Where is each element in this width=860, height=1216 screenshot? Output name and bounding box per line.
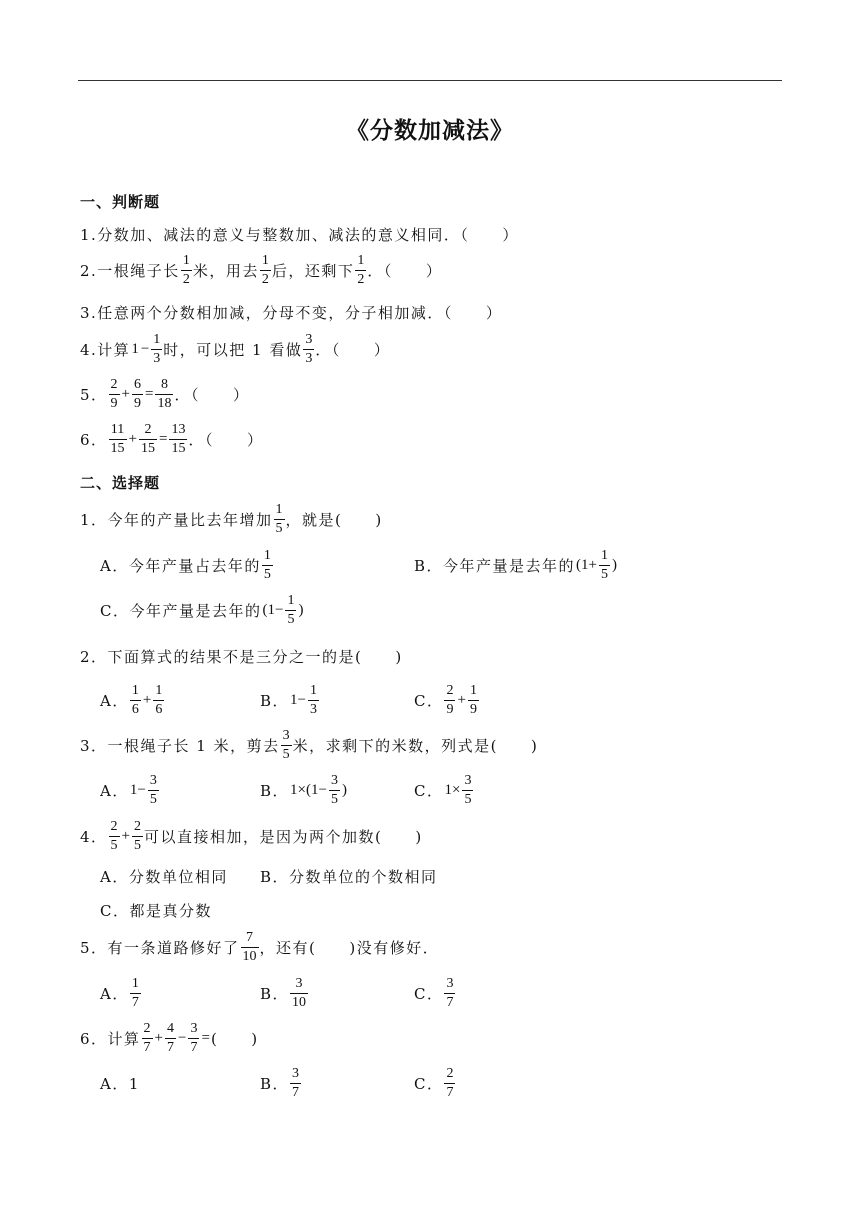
fraction: 1 6	[131, 682, 139, 717]
question-text: ，还有( )没有修好．	[259, 938, 440, 957]
fraction: 3 7	[446, 975, 454, 1010]
fraction: 1 5	[263, 547, 271, 582]
question-text: 可以直接相加，是因为两个加数( )	[144, 827, 423, 846]
option-a: A． 1 7	[100, 975, 139, 1010]
fraction: $\frac{3}{7}$	[190, 1020, 198, 1055]
option-b: B．分数单位的个数相同	[260, 867, 438, 886]
question-text: ，就是( )	[285, 510, 383, 529]
fraction: 3 7	[292, 1065, 300, 1100]
judge-question-6: 6． 11 15 + $\frac{2}{15}$ = $\frac{13}{15}$ ．（ ）	[80, 421, 264, 456]
header-rule	[78, 80, 782, 81]
fraction: 1 2	[357, 252, 365, 287]
question-text: 3．一根绳子长 1 米，剪去	[80, 736, 280, 755]
question-text: 米，用去	[192, 261, 259, 280]
fraction: $\frac{1}{6}$	[155, 682, 163, 717]
section-heading-choice: 二、选择题	[80, 473, 161, 492]
section-heading-judgement: 一、判断题	[80, 192, 161, 211]
answer-paren: ( )	[210, 1029, 259, 1048]
fraction: $\frac{1}{5}$	[287, 592, 295, 627]
answer-paren: ．（ ）	[367, 261, 443, 280]
question-text: 后，还剩下	[271, 261, 355, 280]
option-c: C．都是真分数	[100, 901, 212, 920]
fraction: 1 2	[261, 252, 269, 287]
judge-question-4: 4.计算 1 − $\frac{1}{3}$ 时，可以把 1 看做 3 3 ．（ ）	[80, 331, 391, 366]
choice-question-5	[80, 929, 440, 964]
fraction: 2 9	[110, 376, 118, 411]
fraction: $\frac{8}{18}$	[157, 376, 172, 411]
fraction: $\frac{4}{7}$	[167, 1020, 175, 1055]
fraction: 2 7	[143, 1020, 151, 1055]
judge-question-2	[80, 252, 443, 287]
option-b: B．今年产量是去年的 (1+ $\frac{1}{5}$ )	[414, 547, 617, 582]
fraction: $\frac{1}{3}$	[310, 682, 317, 717]
fraction: $\frac{1}{9}$	[469, 682, 477, 717]
judge-question-5: 5． 2 9 + $\frac{6}{9}$ = $\frac{8}{18}$ ．（ ）	[80, 376, 250, 411]
fraction: $\frac{3}{5}$	[330, 772, 338, 807]
question-number: 4．	[80, 827, 108, 846]
option-a: A．今年产量占去年的 1 5	[100, 547, 271, 582]
option-b: B． 3 10	[260, 975, 307, 1010]
question-text: 4.计算	[80, 340, 131, 359]
option-c: C． 2 7	[414, 1065, 454, 1100]
question-text: 2．下面算式的结果不是三分之一的是( )	[80, 647, 403, 666]
answer-paren: ．（ ）	[188, 430, 264, 449]
fraction: 1 2	[182, 252, 190, 287]
fraction: 2 7	[446, 1065, 454, 1100]
page-title: 《分数加减法》	[346, 118, 514, 144]
option-c: C． 2 9 + $\frac{1}{9}$	[414, 682, 477, 717]
fraction: 2 5	[110, 818, 118, 853]
fraction: 7 10	[242, 929, 257, 964]
fraction: 3 3	[305, 331, 313, 366]
option-c: C．今年产量是去年的 (1− $\frac{1}{5}$ )	[100, 592, 304, 627]
fraction: $\frac{3}{5}$	[149, 772, 157, 807]
option-a: A． 1− $\frac{3}{5}$	[100, 772, 157, 807]
option-c: C． 3 7	[414, 975, 454, 1010]
question-text: 时，可以把 1 看做	[163, 340, 303, 359]
question-number: 6．	[80, 430, 108, 449]
fraction: $\frac{2}{15}$	[141, 421, 156, 456]
fraction: 3 5	[282, 727, 290, 762]
fraction: $\frac{13}{15}$	[171, 421, 186, 456]
question-text: 1．今年的产量比去年增加	[80, 510, 273, 529]
option-a: A． 1 6 + $\frac{1}{6}$	[100, 682, 163, 717]
fraction: 3 10	[292, 975, 307, 1010]
option-b: B． 1− $\frac{1}{3}$	[260, 682, 317, 717]
fraction: $\frac{3}{5}$	[464, 772, 472, 807]
question-text: 米，求剩下的米数，列式是( )	[292, 736, 539, 755]
question-number: 5．	[80, 385, 108, 404]
option-b: B． 3 7	[260, 1065, 300, 1100]
judge-question-1	[80, 219, 519, 249]
option-c: C． 1× $\frac{3}{5}$	[414, 772, 472, 807]
answer-paren: ．（ ）	[174, 385, 250, 404]
fraction: 11 15	[110, 421, 125, 456]
fraction: $\frac{2}{5}$	[134, 818, 142, 853]
choice-question-3	[80, 727, 539, 762]
option-a: A．分数单位相同	[100, 867, 228, 886]
question-text: 2.一根绳子长	[80, 261, 180, 280]
fraction: 1 7	[131, 975, 139, 1010]
fraction: 1 5	[275, 501, 283, 536]
judge-question-3	[80, 297, 502, 327]
question-text: 5．有一条道路修好了	[80, 938, 240, 957]
fraction: $\frac{1}{5}$	[601, 547, 608, 582]
question-text: 6．计算	[80, 1029, 141, 1048]
question-text: 1.分数加、减法的意义与整数加、减法的意义相同．（ ）	[80, 225, 519, 244]
option-b: B． 1×(1− $\frac{3}{5}$ )	[260, 772, 347, 807]
choice-question-2	[80, 641, 403, 671]
option-a: A．1	[100, 1074, 140, 1093]
fraction: $\frac{1}{3}$	[153, 331, 161, 366]
choice-question-1	[80, 501, 383, 536]
fraction: $\frac{6}{9}$	[134, 376, 142, 411]
question-text: 3.任意两个分数相加减，分母不变，分子相加减．（ ）	[80, 303, 503, 322]
choice-question-6: 6．计算 2 7 + $\frac{4}{7}$ − $\frac{3}{7}$ = ( )	[80, 1020, 259, 1055]
fraction: 2 9	[446, 682, 454, 717]
answer-paren: ．（ ）	[315, 340, 391, 359]
choice-question-4: 4． 2 5 + $\frac{2}{5}$ 可以直接相加，是因为两个加数( )	[80, 818, 423, 853]
